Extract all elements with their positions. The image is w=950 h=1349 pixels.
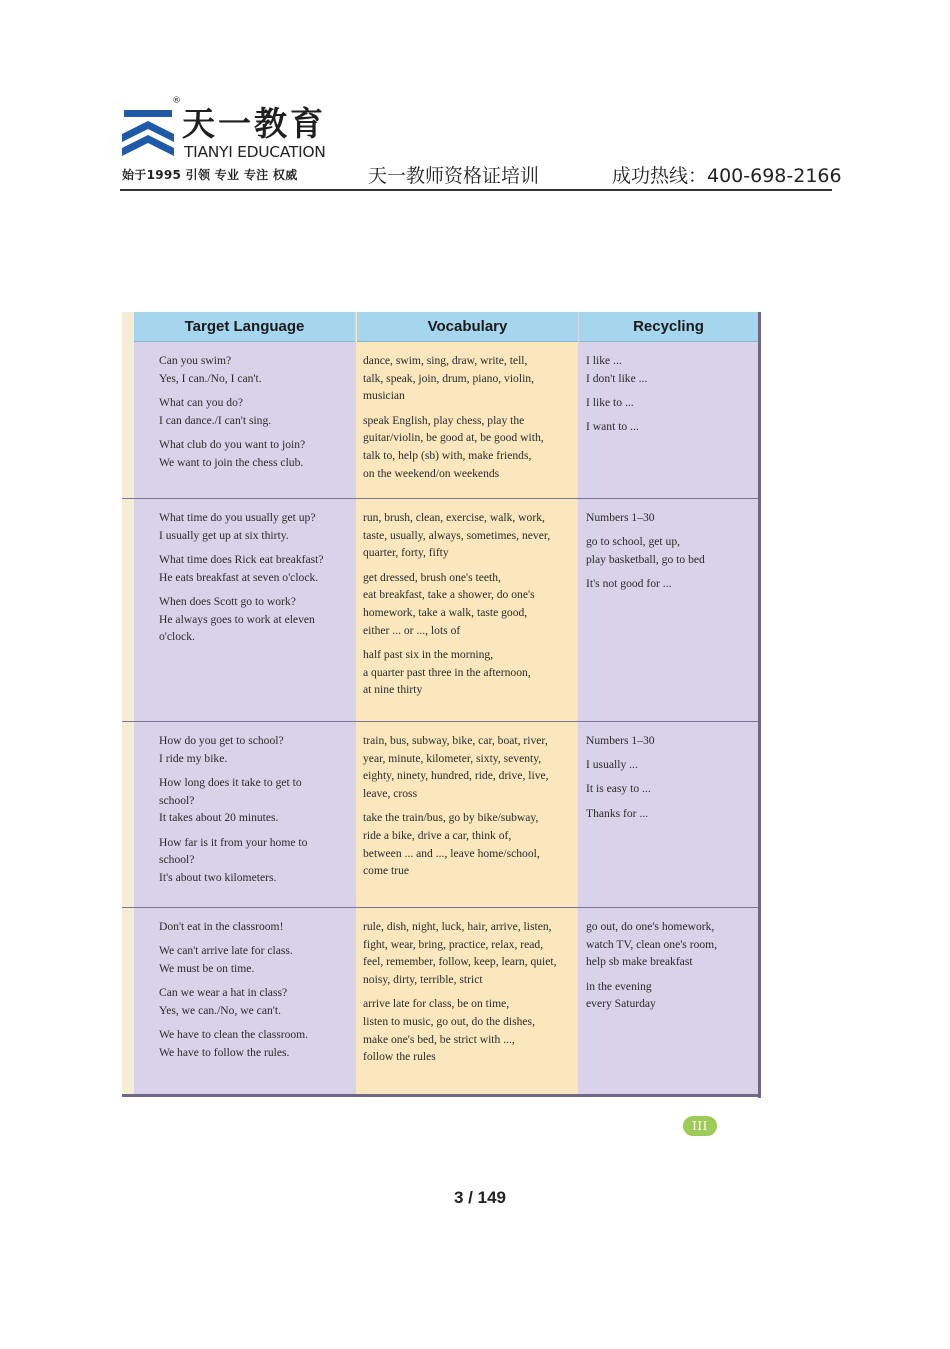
table-text: get dressed, brush one's teeth, eat breakfast, take a shower, do one's homework, take a walk, taste good, either ... or ..., lots of: [363, 570, 535, 637]
row3-target-language: [159, 732, 349, 893]
row-divider: [122, 498, 758, 499]
row4-target-language: [159, 918, 349, 1068]
registered-mark: ®: [172, 96, 181, 106]
table-text: We have to clean the classroom. We have to follow the rules.: [159, 1028, 309, 1059]
table-text: It's not good for ...: [586, 577, 672, 591]
logo-english-name: TIANYI EDUCATION: [184, 143, 326, 161]
row-divider: [122, 907, 758, 908]
tianyi-logo-mark-icon: [122, 104, 174, 156]
row3-recycling: [586, 732, 754, 829]
table-text: Can we wear a hat in class? Yes, we can./No, we can't.: [159, 986, 288, 1017]
row2-vocabulary: [363, 509, 575, 706]
table-text: It is easy to ...: [586, 782, 651, 796]
column-header-recycling: Recycling: [579, 312, 758, 342]
table-left-margin: [122, 312, 134, 1096]
header-hotline: 成功热线：400-698-2166: [612, 165, 842, 187]
row1-vocabulary: [363, 352, 575, 489]
syllabus-table: [122, 312, 760, 1098]
table-text: run, brush, clean, exercise, walk, work, taste, usually, always, sometimes, never, quarter, forty, fifty: [363, 511, 551, 560]
table-text: We can't arrive late for class. We must be on time.: [159, 944, 293, 975]
header-training-title: 天一教师资格证培训: [368, 165, 540, 187]
row1-recycling: [586, 352, 754, 442]
table-text: take the train/bus, go by bike/subway, ride a bike, drive a car, think of, between ... and ..., leave home/school, come true: [363, 811, 540, 878]
logo-slogan: 始于1995 引领 专业 专注 权威: [122, 168, 298, 182]
table-text: What club do you want to join? We want to join the chess club.: [159, 437, 306, 469]
table-text: Can you swim? Yes, I can./No, I can't.: [159, 354, 262, 385]
table-text: How long does it take to get to school? It takes about 20 minutes.: [159, 775, 302, 825]
column-header-target-language: Target Language: [134, 312, 355, 342]
table-text: half past six in the morning, a quarter past three in the afternoon, at nine thirty: [363, 647, 531, 697]
row1-target-language: [159, 352, 349, 478]
page-number: 3 / 149: [454, 1188, 506, 1207]
logo-chinese-name: 天一教育: [182, 104, 326, 143]
book-page-badge: III: [683, 1116, 717, 1136]
table-shadow-bottom: [122, 1094, 761, 1097]
table-text: Numbers 1–30: [586, 734, 655, 747]
row2-target-language: [159, 509, 349, 652]
table-text: go to school, get up, play basketball, go to bed: [586, 535, 705, 566]
table-text: What can you do? I can dance./I can't sing.: [159, 395, 272, 427]
table-text: I like to ...: [586, 395, 634, 409]
table-text: I usually ...: [586, 758, 638, 772]
header-divider: [120, 189, 832, 191]
table-text: Thanks for ...: [586, 806, 649, 820]
table-text: rule, dish, night, luck, hair, arrive, listen, fight, wear, bring, practice, relax, read, feel, remember, follow, keep, learn, quiet, noisy, dirty, terrible, strict: [363, 920, 557, 987]
table-text: When does Scott go to work? He always goes to work at eleven o'clock.: [159, 594, 315, 644]
table-text: train, bus, subway, bike, car, boat, river, year, minute, kilometer, sixty, seventy, eighty, ninety, hundred, ride, drive, live, leave, cross: [363, 734, 549, 801]
tianyi-logo: [122, 96, 337, 188]
table-shadow-right: [758, 312, 761, 1098]
row3-vocabulary: [363, 732, 575, 887]
table-text: in the evening every Saturday: [586, 979, 656, 1011]
table-text: What time do you usually get up? I usually get up at six thirty.: [159, 511, 316, 542]
table-text: What time does Rick eat breakfast? He eats breakfast at seven o'clock.: [159, 552, 324, 584]
table-text: speak English, play chess, play the guitar/violin, be good at, be good with, talk to, help (sb) with, make friends, on the weekend/on weekends: [363, 413, 544, 480]
row4-vocabulary: [363, 918, 575, 1073]
row-divider: [122, 721, 758, 722]
table-text: How do you get to school? I ride my bike.: [159, 734, 284, 765]
table-text: dance, swim, sing, draw, write, tell, talk, speak, join, drum, piano, violin, musician: [363, 354, 534, 403]
table-text: go out, do one's homework, watch TV, clean one's room, help sb make breakfast: [586, 920, 718, 969]
row2-recycling: [586, 509, 754, 599]
table-text: How far is it from your home to school? It's about two kilometers.: [159, 835, 308, 884]
row4-recycling: [586, 918, 754, 1020]
column-header-vocabulary: Vocabulary: [357, 312, 578, 342]
table-text: arrive late for class, be on time, listen to music, go out, do the dishes, make one's bed, be strict with ..., follow the rules: [363, 997, 535, 1064]
table-text: I like ... I don't like ...: [586, 354, 648, 385]
table-text: Numbers 1–30: [586, 511, 655, 524]
table-text: Don't eat in the classroom!: [159, 920, 284, 933]
table-text: I want to ...: [586, 420, 639, 434]
